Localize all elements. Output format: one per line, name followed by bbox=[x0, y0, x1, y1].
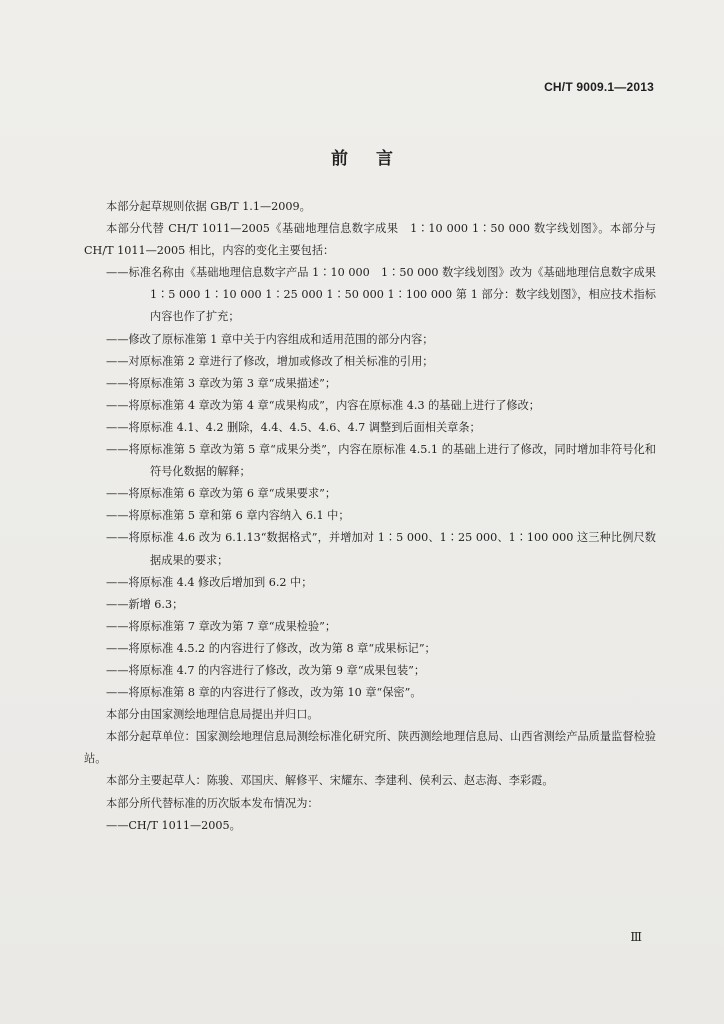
change-item: ——将原标准 4.7 的内容进行了修改，改为第 9 章“成果包装”； bbox=[106, 663, 426, 677]
change-item: ——将原标准 4.6 改为 6.1.13“数据格式”，并增加对 1∶5 000、1∶25 000、1∶100 000 这三种比例尺数据成果的要求； bbox=[106, 531, 656, 567]
change-item: ——修改了原标准第 1 章中关于内容组成和适用范围的部分内容； bbox=[106, 332, 434, 346]
paragraph-history: 本部分所代替标准的历次版本发布情况为： bbox=[106, 796, 319, 810]
change-item: ——将原标准第 4 章改为第 4 章“成果构成”，内容在原标准 4.3 的基础上进行了修改； bbox=[106, 398, 540, 412]
change-item: ——将原标准第 5 章改为第 5 章“成果分类”，内容在原标准 4.5.1 的基础上进行了修改，同时增加非符号化和符号化数据的解释； bbox=[106, 443, 656, 479]
change-item: ——新增 6.3； bbox=[106, 597, 184, 611]
change-item: ——将原标准 4.5.2 的内容进行了修改，改为第 8 章“成果标记”； bbox=[106, 641, 436, 655]
paragraph-drafters: 本部分主要起草人：陈骏、邓国庆、解修平、宋耀东、李建利、侯利云、赵志海、李彩霞。 bbox=[106, 774, 554, 788]
change-item: ——对原标准第 2 章进行了修改，增加或修改了相关标准的引用； bbox=[106, 354, 434, 368]
paragraph-proposer: 本部分由国家测绘地理信息局提出并归口。 bbox=[106, 708, 319, 722]
change-item: ——将原标准第 8 章的内容进行了修改，改为第 10 章“保密”。 bbox=[106, 686, 422, 700]
page-number: Ⅲ bbox=[630, 930, 642, 944]
page-title: 前言 bbox=[331, 149, 421, 169]
change-item: ——将原标准 4.4 修改后增加到 6.2 中； bbox=[106, 575, 313, 589]
standard-number: CH/T 9009.1—2013 bbox=[544, 80, 654, 94]
change-item: ——将原标准 4.1、4.2 删除，4.4、4.5、4.6、4.7 调整到后面相关章条； bbox=[106, 420, 481, 434]
paragraph-drafting-units: 本部分起草单位：国家测绘地理信息局测绘标准化研究所、陕西测绘地理信息局、山西省测绘产品质量监督检验站。 bbox=[84, 730, 656, 766]
paragraph-replacement: 本部分代替 CH/T 1011—2005《基础地理信息数字成果 1∶10 000 1∶50 000 数字线划图》。本部分与 CH/T 1011—2005 相比，内容的变化主要包括： bbox=[84, 222, 656, 258]
paragraph-drafting-rules: 本部分起草规则依据 GB/T 1.1—2009。 bbox=[106, 200, 311, 213]
change-item: ——将原标准第 7 章改为第 7 章“成果检验”； bbox=[106, 619, 337, 633]
paragraph-previous-version: ——CH/T 1011—2005。 bbox=[106, 818, 241, 832]
change-item: ——标准名称由《基础地理信息数字产品 1∶10 000 1∶50 000 数字线划图》改为《基础地理信息数字成果 1∶5 000 1∶10 000 1∶25 000 1∶50 000 1∶100 000 第 1 部分：数字线划图》，相应技术指标内容也作了扩充； bbox=[106, 266, 668, 324]
change-item: ——将原标准第 6 章改为第 6 章“成果要求”； bbox=[106, 487, 337, 501]
change-item: ——将原标准第 5 章和第 6 章内容纳入 6.1 中； bbox=[106, 509, 350, 523]
foreword-body bbox=[84, 196, 668, 837]
change-item: ——将原标准第 3 章改为第 3 章“成果描述”； bbox=[106, 376, 337, 390]
